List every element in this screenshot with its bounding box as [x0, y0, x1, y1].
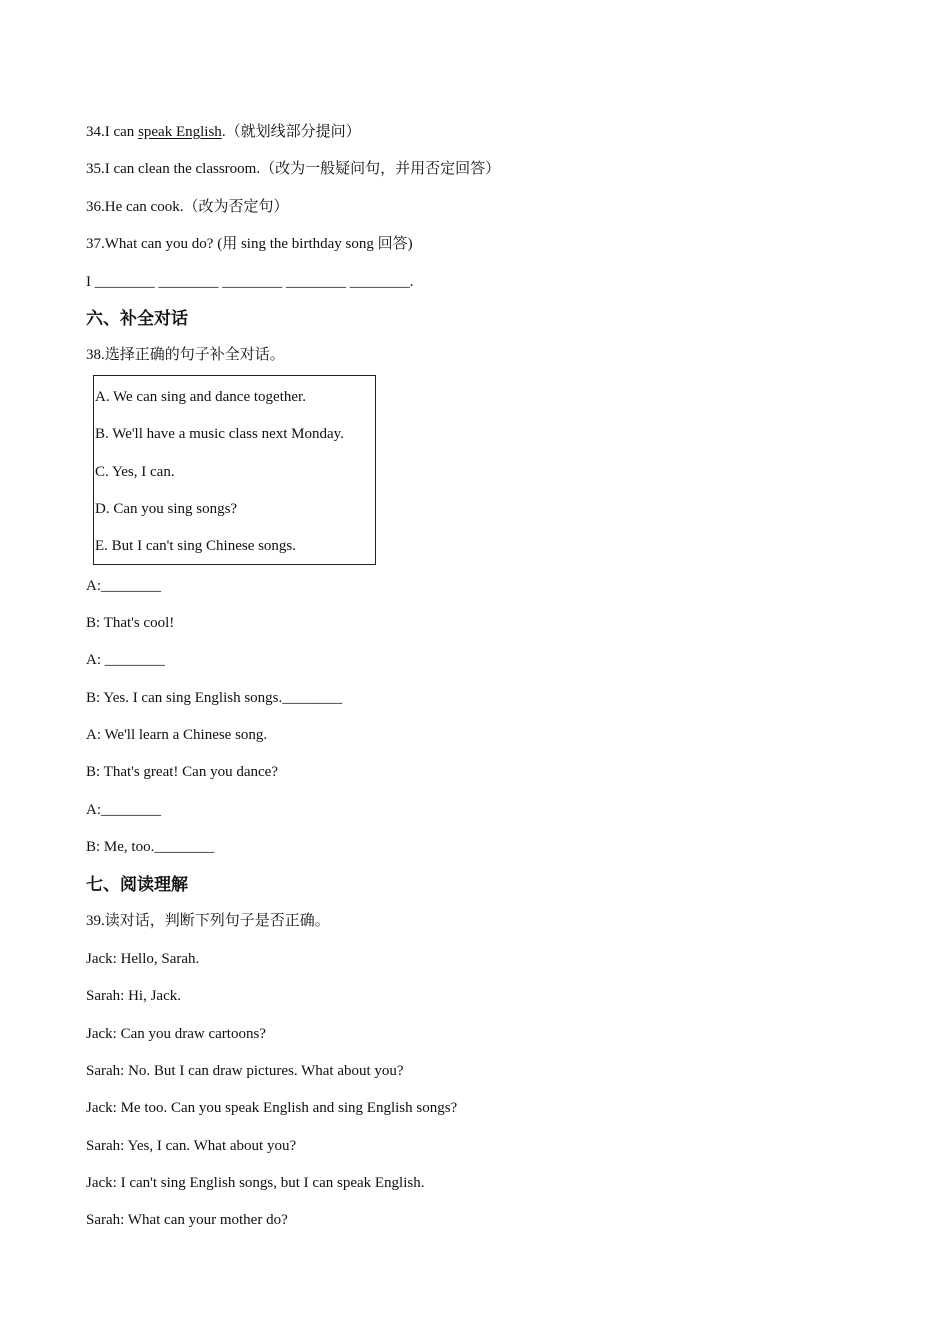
dialogue-line: A:________ [86, 802, 161, 818]
section-heading-dialogue: 六、补全对话 [86, 309, 188, 329]
q34-prefix: 34.I can [86, 124, 139, 140]
question-36: 36.He can cook.（改为否定句） [86, 199, 289, 215]
dialogue-line: A: We'll learn a Chinese song. [86, 727, 268, 743]
options-box [93, 375, 376, 565]
section-heading-reading: 七、阅读理解 [86, 875, 188, 895]
reading-dialogue-line: Sarah: What can your mother do? [86, 1212, 288, 1228]
q34-suffix: .（就划线部分提问） [221, 124, 361, 140]
q34-underlined-phrase: speak English [138, 124, 222, 140]
reading-dialogue-line: Jack: Hello, Sarah. [86, 951, 200, 967]
question-39: 39.读对话，判断下列句子是否正确。 [86, 913, 330, 929]
reading-dialogue-line: Jack: Can you draw cartoons? [86, 1026, 266, 1042]
dialogue-line: B: That's great! Can you dance? [86, 764, 278, 780]
dialogue-line: B: Me, too.________ [86, 839, 215, 855]
option-c: C. Yes, I can. [95, 464, 175, 480]
question-38: 38.选择正确的句子补全对话。 [86, 347, 285, 363]
reading-dialogue-line: Jack: I can't sing English songs, but I can speak English. [86, 1175, 425, 1191]
question-37: 37.What can you do? (用 sing the birthday song 回答) [86, 236, 413, 252]
dialogue-line: B: That's cool! [86, 615, 175, 631]
question-37-answer-blanks: I ________ ________ ________ ________ ________. [86, 274, 414, 290]
dialogue-line: A:________ [86, 578, 161, 594]
reading-dialogue-line: Sarah: No. But I can draw pictures. What about you? [86, 1063, 404, 1079]
reading-dialogue-line: Sarah: Yes, I can. What about you? [86, 1138, 297, 1154]
dialogue-line: B: Yes. I can sing English songs.________ [86, 690, 343, 706]
question-34 [86, 122, 361, 142]
reading-dialogue-line: Jack: Me too. Can you speak English and sing English songs? [86, 1100, 458, 1116]
option-d: D. Can you sing songs? [95, 501, 238, 517]
dialogue-line: A: ________ [86, 652, 165, 668]
option-b: B. We'll have a music class next Monday. [95, 426, 344, 442]
question-35: 35.I can clean the classroom.（改为一般疑问句，并用否定回答） [86, 161, 501, 177]
option-e: E. But I can't sing Chinese songs. [95, 538, 297, 554]
option-a: A. We can sing and dance together. [95, 389, 306, 405]
reading-dialogue-line: Sarah: Hi, Jack. [86, 988, 181, 1004]
